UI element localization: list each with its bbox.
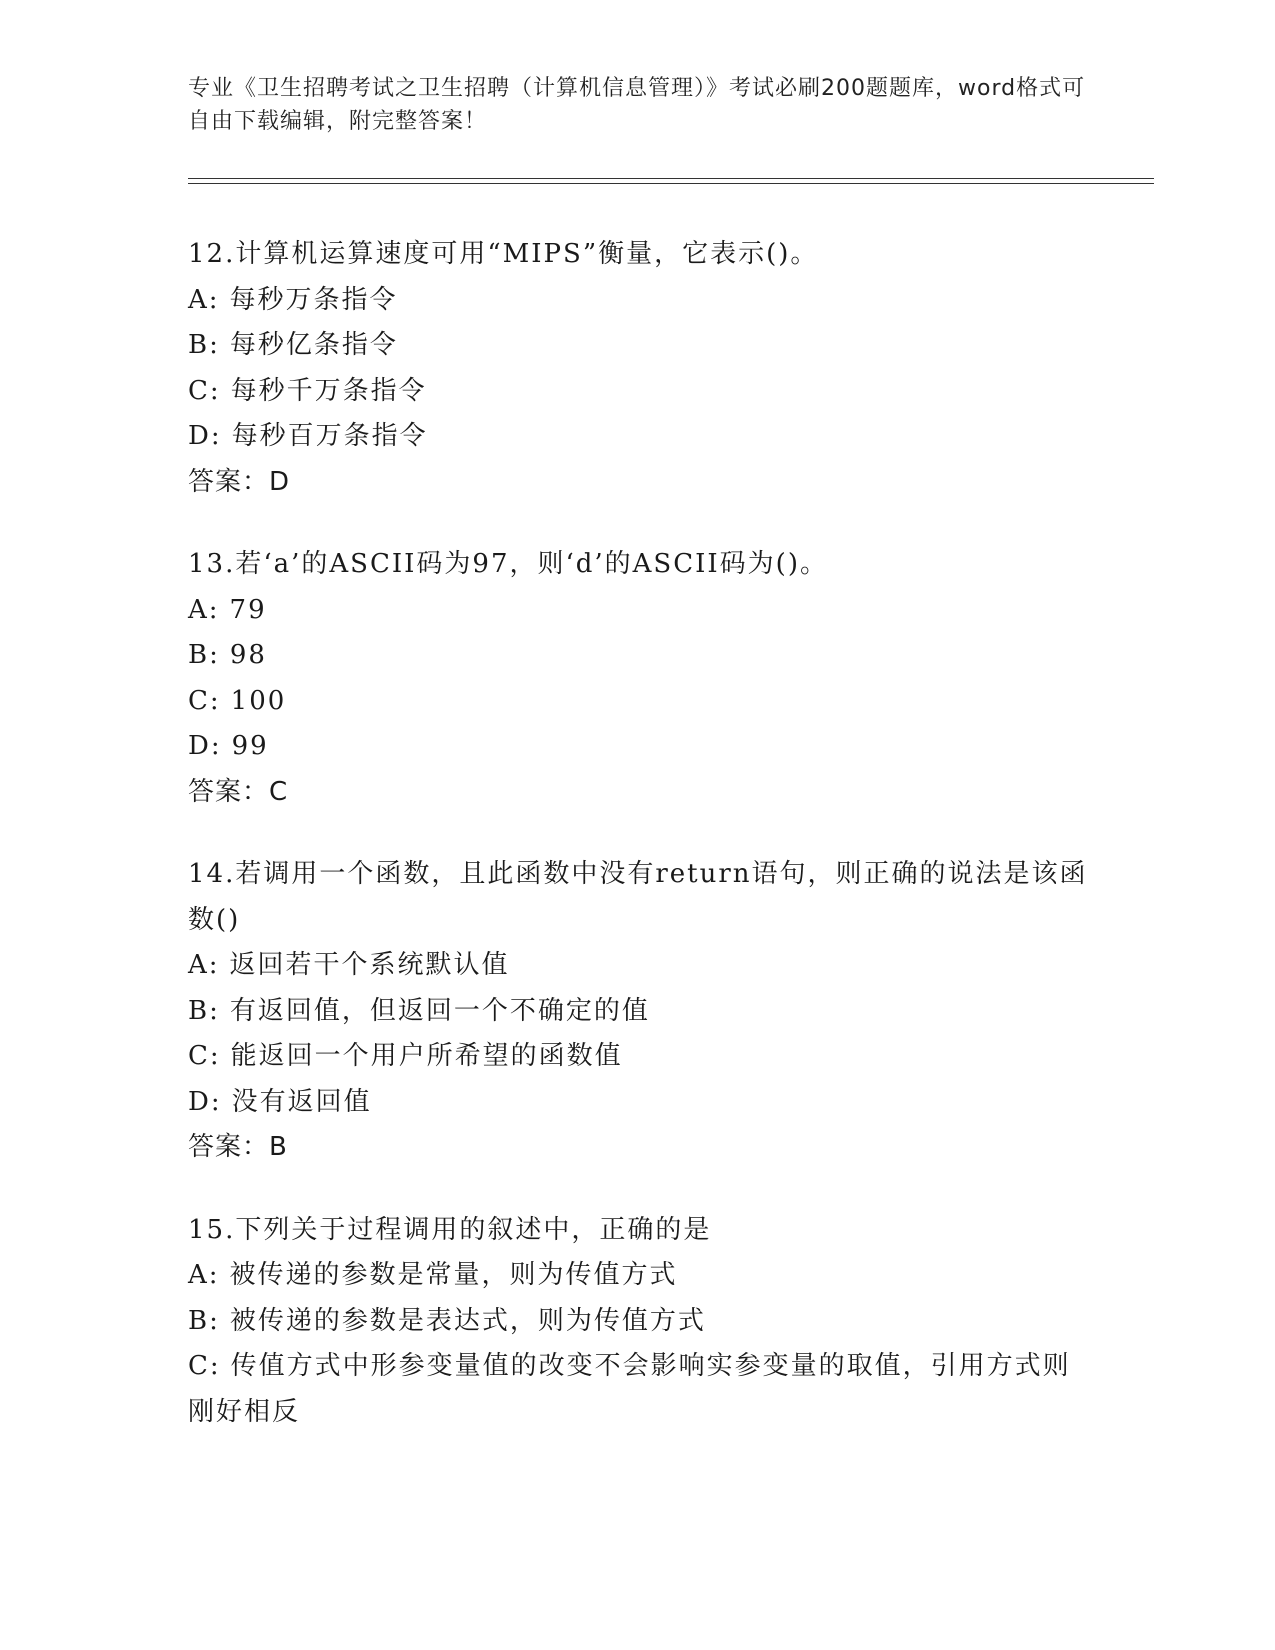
option-label: A: [188, 950, 220, 980]
option-label: C: [188, 1351, 221, 1381]
option-text: 被传递的参数是常量，则为传值方式 [229, 1260, 678, 1290]
option-text: 每秒万条指令 [229, 284, 398, 315]
question-stem: 13.若‘a’的ASCII码为97，则‘d’的ASCII码为()。 [188, 549, 828, 579]
option-label: C: [188, 1041, 221, 1071]
answer-text: 答案：B [188, 1132, 288, 1162]
option-c [188, 679, 1088, 725]
option-label: C: [188, 685, 221, 716]
document-header: 专业《卫生招聘考试之卫生招聘（计算机信息管理）》考试必刷200题题库，word格式可自由下载编辑，附完整答案！ [188, 76, 1086, 134]
option-a [188, 1253, 1088, 1299]
option-text: 99 [231, 731, 269, 761]
option-label: A: [188, 594, 220, 625]
option-c [188, 369, 1088, 415]
option-text: 100 [230, 685, 287, 716]
option-d [188, 724, 1088, 770]
header-divider-bottom [188, 183, 1154, 184]
option-text: 有返回值，但返回一个不确定的值 [229, 995, 650, 1026]
option-label: C: [188, 375, 221, 406]
option-c [188, 1034, 1088, 1080]
option-label: B: [188, 640, 220, 670]
option-d [188, 414, 1088, 460]
answer-text: 答案：C [188, 776, 289, 807]
option-text: 被传递的参数是表达式，则为传值方式 [229, 1305, 706, 1336]
question-stem: 12.计算机运算速度可用“MIPS”衡量，它表示()。 [188, 239, 819, 269]
answer-text: 答案：D [188, 466, 291, 497]
option-b [188, 323, 1088, 369]
option-label: D: [188, 421, 222, 451]
option-text: 没有返回值 [231, 1086, 372, 1117]
option-text: 每秒亿条指令 [229, 330, 398, 360]
question-13 [188, 542, 1088, 815]
option-text: 98 [229, 640, 267, 670]
option-c [188, 1344, 1088, 1435]
option-a [188, 278, 1088, 324]
question-stem: 14.若调用一个函数，且此函数中没有return语句，则正确的说法是该函数() [188, 859, 1088, 935]
question-14 [188, 852, 1088, 1171]
option-label: D: [188, 1086, 222, 1117]
option-label: B: [188, 995, 220, 1026]
option-label: A: [188, 1260, 220, 1290]
question-stem: 15.下列关于过程调用的叙述中，正确的是 [188, 1214, 712, 1245]
header-divider-top [188, 178, 1154, 179]
option-text: 每秒百万条指令 [231, 421, 428, 451]
option-text: 能返回一个用户所希望的函数值 [230, 1041, 623, 1071]
option-label: A: [188, 284, 220, 315]
option-a [188, 588, 1088, 634]
option-b [188, 1299, 1088, 1345]
option-label: D: [188, 731, 222, 761]
option-d [188, 1080, 1088, 1126]
option-b [188, 989, 1088, 1035]
question-list [188, 232, 1088, 1472]
option-text: 返回若干个系统默认值 [229, 950, 510, 980]
option-label: B: [188, 1305, 220, 1336]
option-text: 每秒千万条指令 [230, 375, 427, 406]
option-b [188, 633, 1088, 679]
option-a [188, 943, 1088, 989]
question-15 [188, 1208, 1088, 1436]
option-label: B: [188, 330, 220, 360]
question-12 [188, 232, 1088, 505]
option-text: 79 [229, 594, 267, 625]
option-text: 传值方式中形参变量值的改变不会影响实参变量的取值，引用方式则刚好相反 [188, 1351, 1071, 1427]
